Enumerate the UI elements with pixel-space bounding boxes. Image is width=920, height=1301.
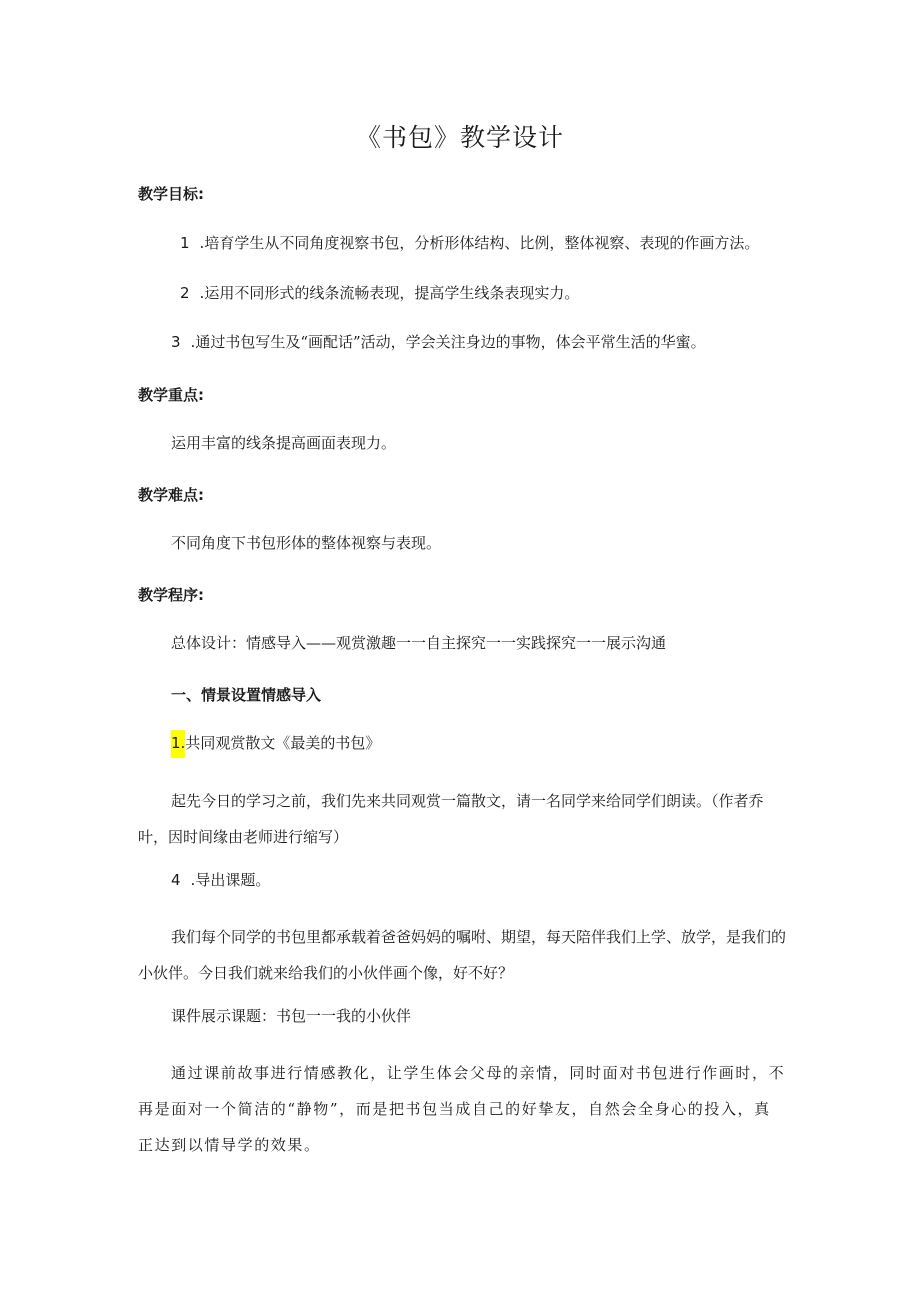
difficulties-text: 不同角度下书包形体的整体视察与表现。 bbox=[171, 534, 442, 552]
objective-number: 3 bbox=[171, 333, 181, 351]
objectives-heading: 教学目标: bbox=[138, 185, 204, 203]
objective-item-2 bbox=[180, 283, 579, 303]
objective-number: 1 bbox=[180, 234, 190, 252]
step-4-number: 4 bbox=[171, 871, 181, 889]
key-points-heading: 教学重点: bbox=[138, 386, 204, 404]
step-1-number-highlight: 1. bbox=[171, 730, 185, 758]
step-1 bbox=[171, 733, 380, 753]
objective-text: .通过书包写生及“画配话”活动，学会关注身边的事物，体会平常生活的华蜜。 bbox=[190, 333, 706, 351]
courseware-line: 课件展示课题：书包一一我的小伙伴 bbox=[171, 1007, 412, 1025]
document-title: 《书包》教学设计 bbox=[355, 123, 564, 152]
step-4-text: .导出课题。 bbox=[190, 871, 271, 889]
key-points-text: 运用丰富的线条提高画面表现力。 bbox=[171, 434, 397, 452]
objective-number: 2 bbox=[180, 284, 190, 302]
step-4 bbox=[171, 870, 270, 890]
intro-paragraph: 起先今日的学习之前，我们先来共同观赏一篇散文，请一名同学来给同学们朗读。（作者乔叶，因时间缘由老师进行缩写） bbox=[138, 792, 764, 846]
objective-item-1 bbox=[180, 233, 759, 253]
step-1-text: 共同观赏散文《最美的书包》 bbox=[185, 734, 381, 752]
topic-paragraph: 我们每个同学的书包里都承载着爸爸妈妈的嘱咐、期望，每天陪伴我们上学、放学，是我们的小伙伴。今日我们就来给我们的小伙伴画个像，好不好？ bbox=[138, 928, 787, 982]
objective-text: .运用不同形式的线条流畅表现，提高学生线条表现实力。 bbox=[199, 284, 580, 302]
difficulties-heading: 教学难点: bbox=[138, 486, 204, 504]
reflection-paragraph: 通过课前故事进行情感教化，让学生体会父母的亲情，同时面对书包进行作画时，不再是面对一个简洁的“静物”，而是把书包当成自己的好挚友，自然会全身心的投入，真正达到以情导学的效果。 bbox=[138, 1064, 786, 1154]
procedure-overview: 总体设计：情感导入——观赏激趣一一自主探究一一实践探究一一展示沟通 bbox=[171, 634, 667, 652]
objective-text: .培育学生从不同角度视察书包，分析形体结构、比例，整体视察、表现的作画方法。 bbox=[199, 234, 760, 252]
objective-item-3 bbox=[171, 332, 706, 352]
section-1-heading: 一、情景设置情感导入 bbox=[171, 686, 322, 704]
procedure-heading: 教学程序: bbox=[138, 586, 204, 604]
